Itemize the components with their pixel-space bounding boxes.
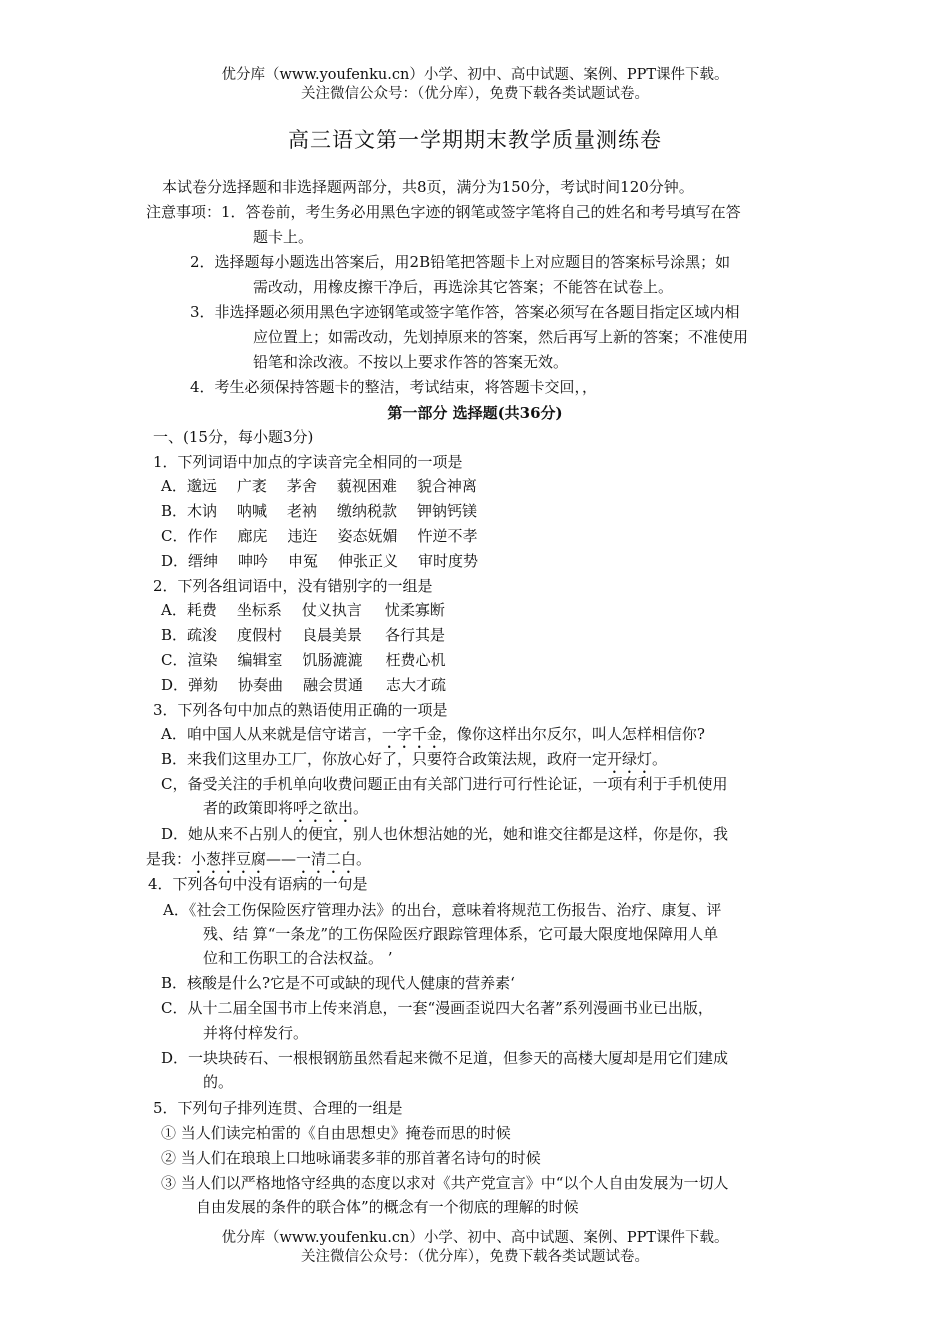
option-word: 耗费 xyxy=(186,601,217,619)
question-2-stem: 2．下列各组词语中，没有错别字的一组是 xyxy=(153,577,433,595)
option-label: D． xyxy=(161,676,189,694)
exam-title: 高三语文第一学期期末教学质量测练卷 xyxy=(288,128,662,152)
option-label: C． xyxy=(161,527,188,545)
option-word: 老衲 xyxy=(287,502,318,520)
option-text: B．来我们这里办工厂，你放心好了，只要符合政策法规，政府一定 xyxy=(161,750,608,768)
question-1-stem: 1．下列词语中加点的字读音完全相同的一项是 xyxy=(153,453,463,471)
question-3-option-c-line-1: C，备受关注的手机单向收费问题正由有关部门进行可行性论证，一项有利于手机使用 xyxy=(161,775,728,793)
question-1-option-a xyxy=(161,476,477,496)
dotted-idiom: 开绿灯 xyxy=(607,750,653,768)
note-1a: 1．答卷前，考生务必用黑色字迹的钢笔或签字笔将自己的姓名和考号填写在答 xyxy=(221,203,741,221)
option-word: 良晨美景 xyxy=(302,626,363,644)
option-text: 是我： xyxy=(146,850,192,868)
question-5-sentence-3-line-2: 自由发展的条件的联合体”的概念有一个彻底的理解的时候 xyxy=(196,1198,579,1216)
question-1-option-c xyxy=(161,526,478,546)
question-2-option-d xyxy=(161,675,446,695)
notes-line-1 xyxy=(146,202,741,222)
option-label: A． xyxy=(161,601,187,619)
question-3-option-d-line-2 xyxy=(146,849,371,877)
option-word: 协奏曲 xyxy=(238,676,284,694)
option-word: 廊庑 xyxy=(237,527,268,545)
option-word: 钾钠钙镁 xyxy=(417,502,478,520)
option-word: 广袤 xyxy=(236,477,267,495)
option-word: 坐标系 xyxy=(236,601,282,619)
question-5-sentence-3-line-1: ③ 当人们以严格地恪守经典的态度以求对《共产党宣言》中“以个人自由发展为一切人 xyxy=(161,1174,729,1192)
dotted-idiom: 一字千金 xyxy=(381,725,442,743)
option-text: 者的政策即将 xyxy=(203,799,294,817)
option-word: 违迕 xyxy=(287,527,318,545)
option-word: 藐视困难 xyxy=(336,477,397,495)
question-3-option-d-line-1: D．她从来不占别人的便宜，别人也休想沾她的光，她和谁交往都是这样，你是你，我 xyxy=(161,825,729,843)
option-word: 呻吟 xyxy=(238,552,269,570)
option-word: 各行其是 xyxy=(385,626,446,644)
dotted-idiom: 呼之欲出 xyxy=(293,799,354,817)
option-word: 饥肠漉漉 xyxy=(302,651,363,669)
question-2-option-b xyxy=(161,625,445,645)
footer-line-1: 优分库（www.youfenku.cn）小学、初中、高中试题、案例、PPT课件下载。 xyxy=(221,1230,729,1246)
question-4-option-b: B．核酸是什么?它是不可或缺的现代人健康的营养素‘ xyxy=(161,974,515,992)
option-word: 渲染 xyxy=(187,651,218,669)
option-word: 申冤 xyxy=(288,552,319,570)
option-text: 。 xyxy=(353,799,369,817)
option-label: A． xyxy=(161,477,187,495)
option-word: 呐喊 xyxy=(237,502,268,520)
option-text: 。 xyxy=(356,850,372,868)
question-3-option-a xyxy=(161,724,705,752)
question-2-option-c xyxy=(161,650,446,670)
option-text: ，像你这样出尔反尔，叫人怎样相信你? xyxy=(441,725,705,743)
section-one-heading: 一、(15分，每小题3分) xyxy=(153,428,314,446)
option-word: 仗义执言 xyxy=(301,601,362,619)
note-3b: 应位置上；如需改动，先划掉原来的答案，然后再写上新的答案；不准使用 xyxy=(253,328,749,346)
option-word: 木讷 xyxy=(187,502,218,520)
note-4: 4．考生必须保持答题卡的整洁，考试结束，将答题卡交回，， xyxy=(190,378,598,396)
question-4-option-a-line-3: 位和工伤职工的合法权益。 ’ xyxy=(203,949,393,967)
question-3-option-b xyxy=(161,749,667,777)
option-label: D． xyxy=(161,552,189,570)
footer-line-2: 关注微信公众号：（优分库），免费下载各类试题试卷。 xyxy=(301,1249,649,1265)
option-text: 。 xyxy=(652,750,668,768)
note-2b: 需改动，用橡皮擦干净后，再选涂其它答案；不能答在试卷上。 xyxy=(253,278,674,296)
option-label: C． xyxy=(161,651,188,669)
option-word: 审时度势 xyxy=(418,552,479,570)
option-word: 作作 xyxy=(187,527,218,545)
option-word: 姿态妩媚 xyxy=(337,527,398,545)
question-4-option-a-line-2: 残、结 算“一条龙”的工伤保险医疗跟踪管理体系，它可最大限度地保障用人单 xyxy=(203,925,719,943)
question-5-stem: 5．下列句子排列连贯、合理的一组是 xyxy=(153,1099,403,1117)
option-word: 志大才疏 xyxy=(386,676,447,694)
option-word: 伸张正义 xyxy=(338,552,399,570)
question-4-option-c-line-2: 并将付梓发行。 xyxy=(203,1024,309,1042)
note-1b: 题卡上。 xyxy=(253,228,314,246)
option-word: 弹劾 xyxy=(188,676,219,694)
note-3c: 铅笔和涂改液。不按以上要求作答的答案无效。 xyxy=(253,353,569,371)
question-1-option-d xyxy=(161,551,478,571)
intro-text: 本试卷分选择题和非选择题两部分，共8页，满分为150分，考试时间120分钟。 xyxy=(162,178,694,196)
question-4-option-d-line-2: 的。 xyxy=(203,1073,234,1091)
option-word: 疏浚 xyxy=(187,626,218,644)
header-line-1: 优分库（www.youfenku.cn）小学、初中、高中试题、案例、PPT课件下载。 xyxy=(221,67,729,83)
option-word: 忤逆不孝 xyxy=(417,527,478,545)
notes-label: 注意事项： xyxy=(146,203,222,221)
header-line-2: 关注微信公众号：（优分库），免费下载各类试题试卷。 xyxy=(301,86,649,102)
question-4-option-a-line-1: A．《社会工伤保险医疗管理办法》的出台，意味着将规范工伤报告、治疗、康复、评 xyxy=(163,901,722,919)
option-text: A．咱中国人从来就是信守诺言， xyxy=(161,725,382,743)
question-5-sentence-1: ① 当人们读完柏雷的《自由思想史》掩卷而思的时候 xyxy=(161,1124,511,1142)
question-2-option-a xyxy=(161,600,445,620)
option-word: 茅舍 xyxy=(286,477,317,495)
option-word: 缴纳税款 xyxy=(337,502,398,520)
question-4-option-d-line-1: D．一块块砖石、一根根钢筋虽然看起来微不足道，但参天的高楼大厦却是用它们建成 xyxy=(161,1049,729,1067)
question-3-stem: 3．下列各句中加点的熟语使用正确的一项是 xyxy=(153,701,448,719)
note-3a: 3．非选择题必须用黑色字迹钢笔或签字笔作答，答案必须写在各题目指定区域内相 xyxy=(190,303,740,321)
option-label: B． xyxy=(161,502,188,520)
option-word: 枉费心机 xyxy=(385,651,446,669)
option-word: 邈远 xyxy=(186,477,217,495)
note-2a: 2．选择题每小题选出答案后，用2B铅笔把答题卡上对应题目的答案标号涂黑；如 xyxy=(190,253,731,271)
dotted-idiom: 小葱拌豆腐——一清二白 xyxy=(191,850,357,868)
question-4-option-c-line-1: C．从十二届全国书市上传来消息，一套“漫画歪说四大名著”系列漫画书业已出版， xyxy=(161,999,713,1017)
option-word: 忧柔寡断 xyxy=(384,601,445,619)
option-word: 貌合神离 xyxy=(416,477,477,495)
option-word: 缙绅 xyxy=(188,552,219,570)
question-3-option-c-line-2 xyxy=(203,798,368,826)
question-1-option-b xyxy=(161,501,477,521)
part-one-heading: 第一部分 选择题(共36分) xyxy=(387,404,563,422)
option-word: 编辑室 xyxy=(237,651,283,669)
option-word: 度假村 xyxy=(237,626,283,644)
option-label: B． xyxy=(161,626,188,644)
question-4-stem: 4．下列各句中没有语病的一句是 xyxy=(148,875,368,893)
question-5-sentence-2: ② 当人们在琅琅上口地咏诵裴多菲的那首著名诗句的时候 xyxy=(161,1149,541,1167)
option-word: 融会贯通 xyxy=(303,676,364,694)
